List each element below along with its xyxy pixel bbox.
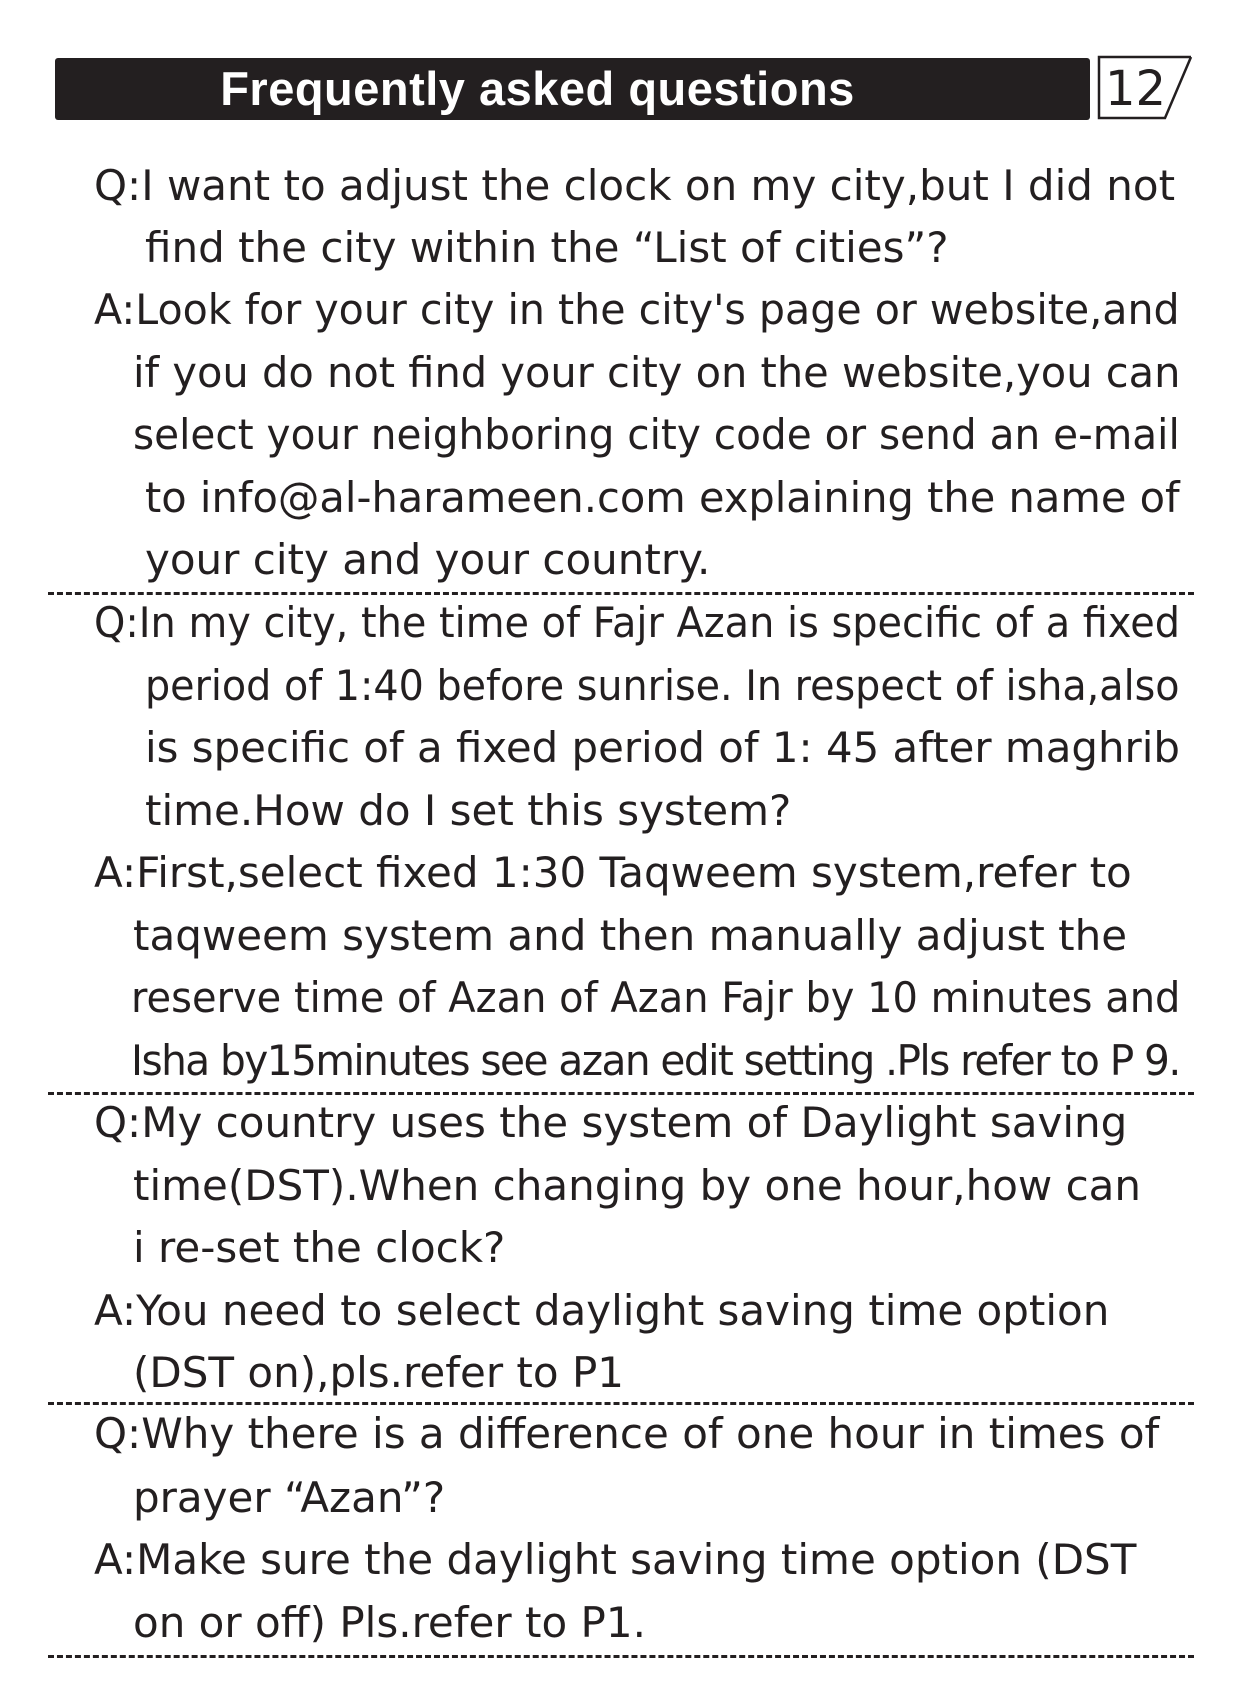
faq-1-line-7: your city and your country.	[145, 535, 711, 584]
faq-3-line-2: time(DST).When changing by one hour,how can	[133, 1161, 1142, 1210]
faq-3-line-4: A:You need to select daylight saving time option	[94, 1286, 1110, 1335]
faq-1-line-1: Q:I want to adjust the clock on my city,but I did not	[94, 161, 1176, 210]
faq-2-line-7: reserve time of Azan of Azan Fajr by 10 minutes and	[131, 973, 1181, 1022]
faq-1-line-3: A:Look for your city in the city's page or website,and	[94, 285, 1180, 334]
faq-separator-3	[48, 1402, 1194, 1405]
faq-2-line-4: time.How do I set this system?	[145, 786, 792, 835]
faq-3-line-1: Q:My country uses the system of Daylight saving	[94, 1098, 1128, 1147]
faq-2-line-3: is specific of a fixed period of 1: 45 after maghrib	[145, 723, 1180, 772]
faq-2-line-8: Isha by15minutes see azan edit setting .Pls refer to P 9.	[131, 1036, 1180, 1085]
page-number-box	[1097, 55, 1193, 121]
faq-4-line-2: prayer “Azan”?	[133, 1473, 446, 1522]
faq-4-line-1: Q:Why there is a difference of one hour in times of	[94, 1409, 1160, 1458]
page-number: 12	[1105, 61, 1167, 117]
faq-1-line-6: to info@al-harameen.com explaining the name of	[145, 473, 1180, 522]
faq-4-line-4: on or off) Pls.refer to P1.	[133, 1598, 646, 1647]
faq-2-line-1: Q:In my city, the time of Fajr Azan is specific of a fixed	[94, 598, 1181, 647]
faq-1-line-5: select your neighboring city code or send an e-mail	[133, 410, 1180, 459]
faq-2-line-2: period of 1:40 before sunrise. In respect of isha,also	[145, 661, 1180, 710]
page-header	[55, 58, 1090, 120]
faq-4-line-3: A:Make sure the daylight saving time option (DST	[94, 1535, 1137, 1584]
faq-1-line-4: if you do not find your city on the website,you can	[133, 348, 1181, 397]
faq-2-line-6: taqweem system and then manually adjust the	[133, 911, 1128, 960]
faq-1-line-2: find the city within the “List of cities”?	[145, 223, 949, 272]
page-title: Frequently asked questions	[220, 62, 855, 115]
faq-2-line-5: A:First,select fixed 1:30 Taqweem system,refer to	[94, 848, 1132, 897]
faq-3-line-5: (DST on),pls.refer to P1	[133, 1348, 624, 1397]
faq-3-line-3: i re-set the clock?	[133, 1223, 506, 1272]
faq-separator-4	[48, 1655, 1194, 1658]
